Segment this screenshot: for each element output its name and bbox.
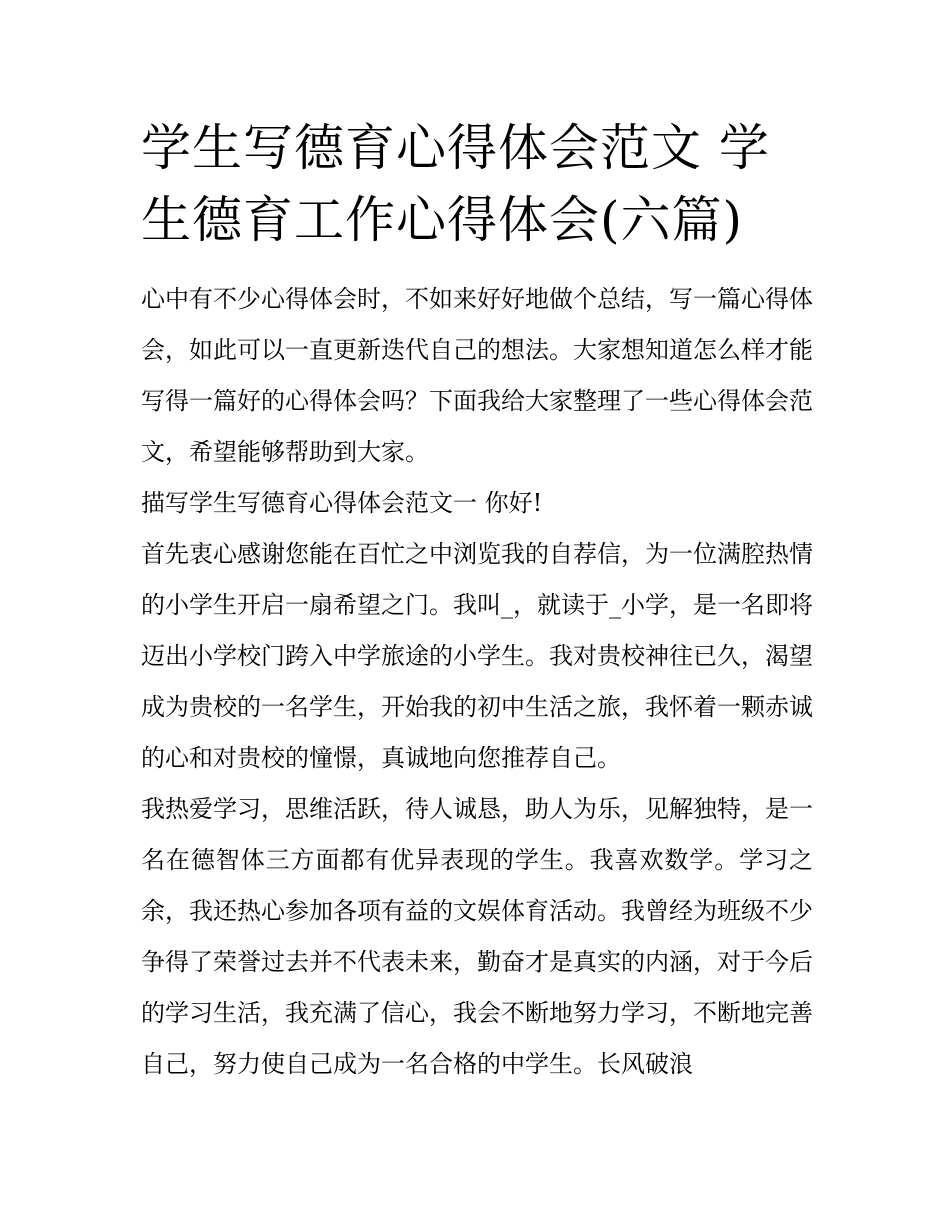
section-heading-paragraph: 描写学生写德育心得体会范文一 你好!: [141, 489, 543, 517]
document-title: 学生写德育心得体会范文 学生德育工作心得体会(六篇): [141, 119, 770, 249]
intro-paragraph: 心中有不少心得体会时，不如来好好地做个总结，写一篇心得体会，如此可以一直更新迭代自己的想法。大家想知道怎么样才能写得一篇好的心得体会吗？下面我给大家整理了一些心得体会范文，希望能够帮助到大家。: [141, 285, 813, 466]
document-page: [141, 112, 813, 1090]
body-paragraph: 首先衷心感谢您能在百忙之中浏览我的自荐信，为一位满腔热情的小学生开启一扇希望之门。我叫_，就读于_小学，是一名即将迈出小学校门跨入中学旅途的小学生。我对贵校神往已久，渴望成为贵校的一名学生，开始我的初中生活之旅，我怀着一颗赤诚的心和对贵校的憧憬，真诚地向您推荐自己。: [141, 540, 813, 772]
body-paragraph: 我热爱学习，思维活跃，待人诚恳，助人为乐，见解独特，是一名在德智体三方面都有优异表现的学生。我喜欢数学。学习之余，我还热心参加各项有益的文娱体育活动。我曾经为班级不少争得了荣誉过去并不代表未来，勤奋才是真实的内涵，对于今后的学习生活，我充满了信心，我会不断地努力学习，不断地完善自己，努力使自己成为一名合格的中学生。长风破浪: [141, 795, 813, 1078]
